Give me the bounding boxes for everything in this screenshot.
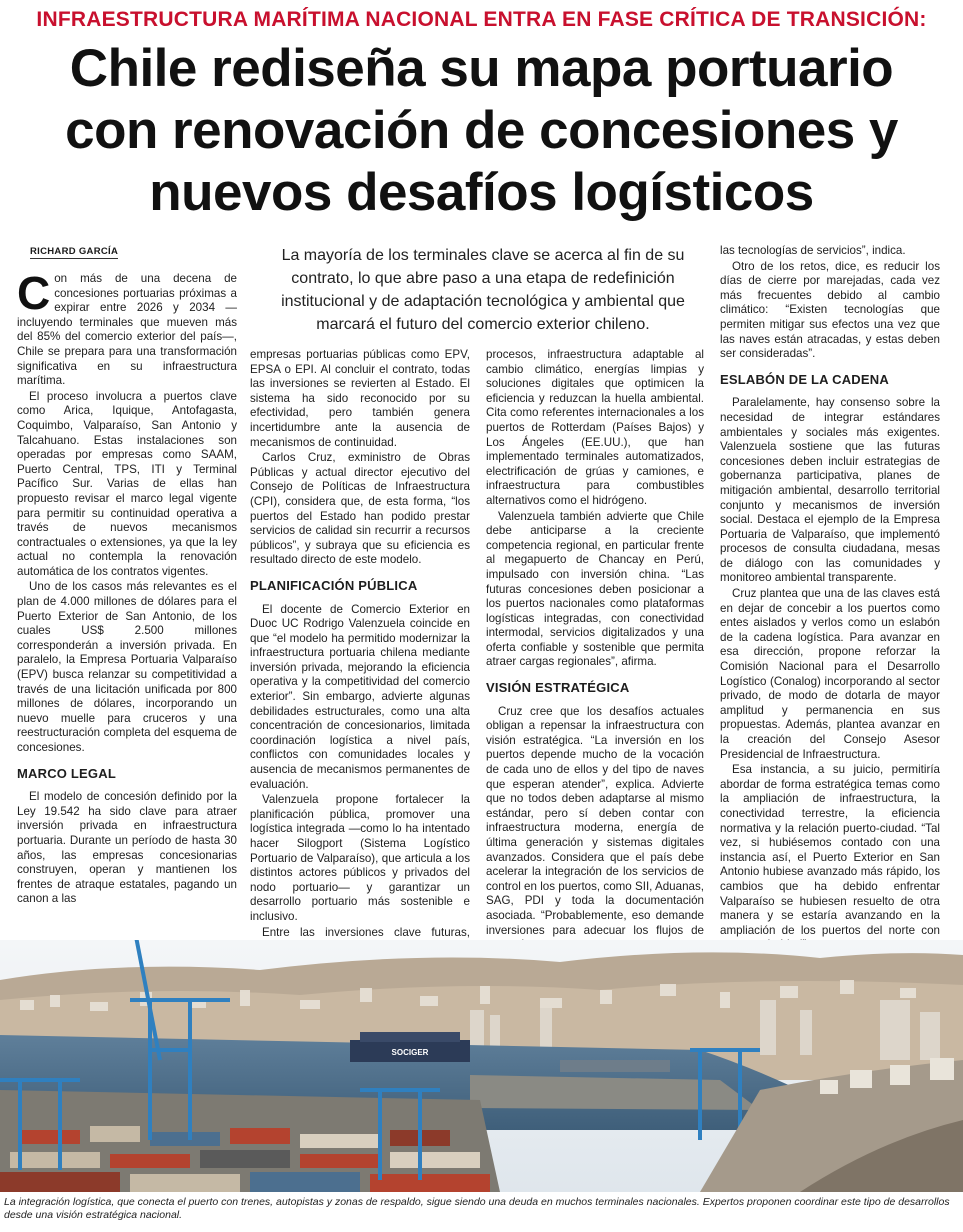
paragraph [17,267,237,389]
byline: RICHARD GARCÍA [30,246,119,257]
paragraph: Entre las inversiones clave futuras, [262,925,470,939]
column-4 [720,244,940,954]
headline-line-2: con renovación de concesiones y [65,101,898,160]
kicker: INFRAESTRUCTURA MARÍTIMA NACIONAL ENTRA EN FASE CRÍTICA DE TRANSICIÓN: [36,8,927,31]
deck: La mayoría de los terminales clave se acerca al fin de su contrato, lo que abre paso a una etapa de redefinición institucional y de adaptación tecnológica y ambiental que marcará el futuro del comercio exterior chileno. [281,247,685,333]
paragraph: Valenzuela propone fortalecer la planificación pública, promover una logística integrada —como lo ha intentado hacer Silogport (Sistema Logístico Portuario de Valparaíso), que articula a los distintos actores públicos y privados del nodo portuario— y garantizar un desarrollo portuario más sostenible e inclusivo. [250,793,470,923]
paragraph: las tecnologías de servicios”, indica. [720,244,906,257]
paragraph: Cruz plantea que una de las claves está en dejar de concebir a los puertos como entes aislados y verlos como un eslabón de la cadena logística. Para avanzar en esa dirección, propone reforzar la Comisión Nacional para el Desarrollo Logístico (Conalog) incorporando al sector privado, de modo de dotarla de mayor amplitud y permanencia en sus propuestas. Además, plantea avanzar en la creación del Consejo Asesor Presidencial de Infraestructura. [720,587,940,761]
port-illustration [0,940,963,1192]
paragraph: El modelo de concesión definido por la Ley 19.542 ha sido clave para atraer inversión privada en infraestructura portuaria. Durante un período de hasta 30 años, las empresas concesionarias construyen, operan y mantienen los frentes de atraque estatales, pagando un canon a las [17,790,237,906]
paragraph: empresas portuarias públicas como EPV, EPSA o EPI. Al concluir el contrato, todas las inversiones se revierten al Estado. El sistema ha sido reconocido por su efectividad, pero también genera incertidumbre ante la ausencia de mecanismos de continuidad. [250,348,470,449]
paragraph: procesos, infraestructura adaptable al cambio climático, energías limpias y soluciones digitales que optimicen la eficiencia y reduzcan la huella ambiental. Cita como referentes internacionales a los puertos de Rotterdam (Países Bajos) y Los Ángeles (EE.UU.), que han implementado terminales automatizados, electrificación de grúas y camiones, e infraestructura para combustibles alternativos como el hidrógeno. [486,348,704,507]
headline-line-3: nuevos desafíos logísticos [149,163,814,222]
ship-label: SOCIGER [391,1048,429,1057]
port-photo [0,940,963,1192]
photo-caption: La integración logística, que conecta el puerto con trenes, autopistas y zonas de respaldo, sigue siendo una deuda en muchos terminales nacionales. Expertos proponen coordinar este tipo de desarrollos desde una visión estratégica nacional. [4,1196,950,1221]
column-1 [17,267,237,908]
paragraph: El proceso involucra a puertos clave como Arica, Iquique, Antofagasta, Coquimbo, Valparaíso, San Antonio y Talcahuano. Estas instalaciones son operadas por empresas como SAAM, Puerto Central, TPS, ITI y Terminal Pacífico Sur. Varias de ellas han propuesto revisar el marco legal vigente para permitir su continuidad operativa a través de nuevos mecanismos contractuales o extensiones, ya que la ley actual no contempla la renovación automática de los contratos vigentes. [17,389,237,578]
section-heading: ESLABÓN DE LA CADENA [720,371,889,387]
paragraph: Valenzuela también advierte que Chile debe anticiparse a la creciente competencia regional, en particular frente al megapuerto de Chancay en Perú, impulsado con inversión china. “Las futuras concesiones deben posicionar a los puertos nacionales como plataformas logísticas integradas, con conectividad intermodal, servicios digitalizados y una oferta confiable y sostenible que permita atraer cargas regionales”, afirma. [486,509,704,669]
paragraph: Cruz cree que los desafíos actuales obligan a repensar la infraestructura con visión estratégica. “La inversión en los puertos depende mucho de la vocación de cada uno de ellos y del tipo de naves que esperan atender”, explica. Advierte que no todos deben adaptarse al mismo estándar, pero sí deben contar con infraestructura moderna, energía de última generación y sistemas digitales avanzados. Considera que el país debe acelerar la integración de los servicios de control en los puertos, como SII, Aduanas, SAG, PDI y toda la documentación asociada. “Probablemente, eso demande inversiones para adecuar los flujos de [486,704,704,937]
paragraph: Otro de los retos, dice, es reducir los días de cierre por marejadas, cada vez más frecuentes debido al cambio climático: “Existen tecnologías que permiten mitigar sus efectos una vez que las naves están atracadas, y estas deben ser consideradas”. [720,259,940,361]
section-heading: VISIÓN ESTRATÉGICA [486,680,630,696]
section-heading: PLANIFICACIÓN PÚBLICA [250,577,418,593]
headline [10,38,953,224]
paragraph: Esa instancia, a su juicio, permitiría abordar de forma estratégica temas como la ampliación de infraestructura, la conectividad terrestre, la eficiencia normativa y la relación puerto-ciudad. “Tal vez, si hubiésemos contado con una instancia así, el Puerto Exterior en San Antonio hubiese avanzado más rápido, los cambios que ha debido enfrentar Valparaíso se hubiesen resuelto de otra manera y se estaría avanzando en la ampliación de los puertos del norte con [720,763,940,937]
paragraph: Carlos Cruz, exministro de Obras Públicas y actual director ejecutivo del Consejo de Políticas de Infraestructura (CPI), considera que, de esta forma, “los puertos del Estado han podido prestar servicios de calidad sin recurrir a recursos públicos”, y subraya que su eficiencia es resultado directo de este modelo. [250,451,470,567]
section-heading: MARCO LEGAL [17,765,116,781]
headline-line-1: Chile rediseña su mapa portuario [69,39,894,98]
column-2 [250,348,470,956]
paragraph-text: on más de una decena de concesiones portuarias próximas a expirar entre 2026 y 2034 —incluyendo terminales que mueven más del 85% del comercio exterior del país—, Chile se prepara para una transformación significativa en su infraestructura marítima. [17,272,237,388]
paragraph: Uno de los casos más relevantes es el plan de 4.000 millones de dólares para el Puerto Exterior de San Antonio, de los cuales US$ 2.500 millones corresponderán a inversión privada. En paralelo, la Empresa Portuaria Valparaíso (EPV) busca relanzar su competitividad a través de una licitación unificada por 800 millones de dólares, incorporando un nuevo muelle para cruceros y una reestructuración completa del esquema de concesiones. [17,580,237,754]
drop-cap: C [17,267,51,319]
paragraph: Paralelamente, hay consenso sobre la necesidad de integrar estándares ambientales y sociales más exigentes. Valenzuela sostiene que las futuras concesiones deben incluir estrategias de gobernanza participativa, planes de mitigación ambiental, desarrollo territorial conjunto y mecanismos de inversión social. Destaca el ejemplo de la Empresa Portuaria de Valparaíso, que implementó procesos de consulta ciudadana, mesas de diálogo con las comunidades y monitoreo ambiental transparente. [720,396,940,585]
paragraph: El docente de Comercio Exterior en Duoc UC Rodrigo Valenzuela coincide en que “el modelo ha permitido modernizar la infraestructura portuaria chilena mediante inversión privada, mejorando la eficiencia operativa y la competitividad del comercio exterior”. Sin embargo, advierte algunas debilidades estructurales, como una alta concentración de concesionarios, limitada coordinación logística a nivel país, conflictos con comunidades locales y ausencia de mecanismos permanentes de evaluación. [250,602,470,791]
column-3 [486,348,704,954]
